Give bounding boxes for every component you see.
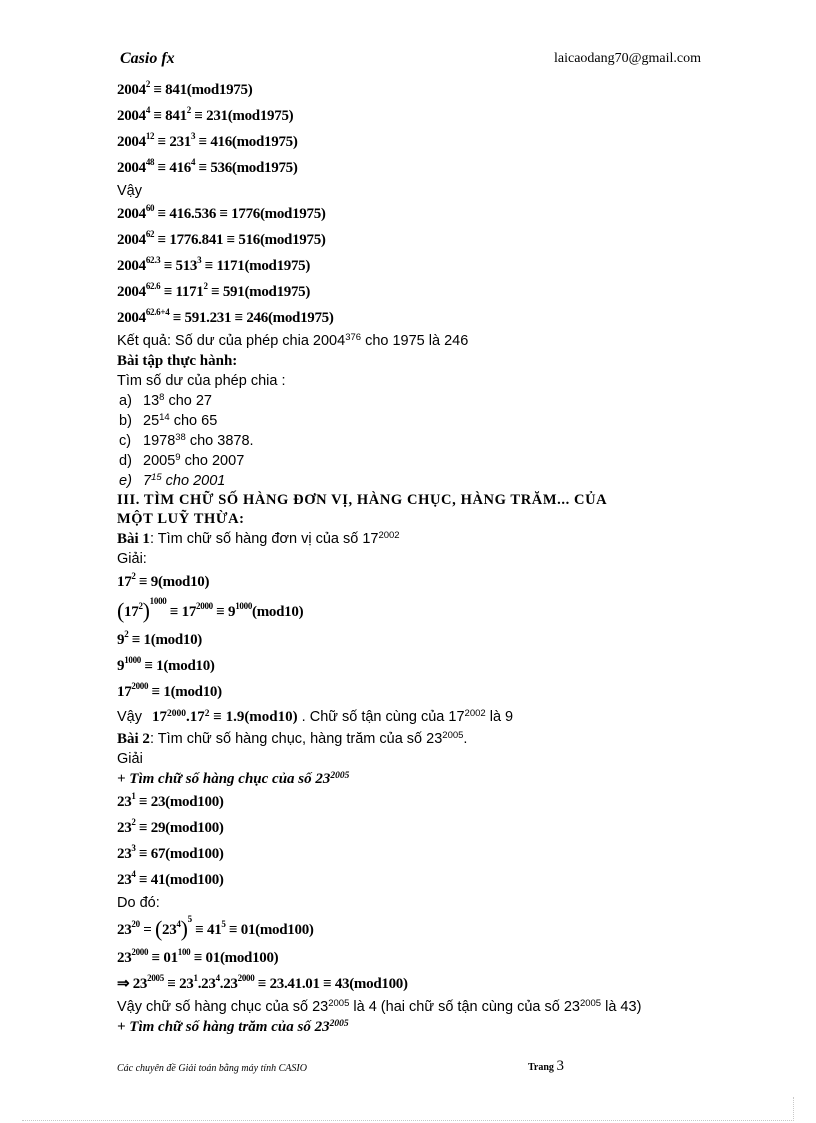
result-text: Kết quả: Số dư của phép chia 2004$^{376}$ cho 1975 là 246 bbox=[117, 332, 469, 349]
subheading: + Tìm chữ số hàng trăm của số $23^{2005}$ bbox=[117, 1019, 349, 1035]
page-border bbox=[22, 1120, 794, 1121]
equation: $23^2 \equiv 29(mod100)$ bbox=[117, 817, 224, 836]
page-border bbox=[793, 1097, 794, 1121]
equation: $23^{20} = (23^4)^5 \equiv 41^5 \equiv 01(mod100)$ bbox=[117, 914, 314, 941]
equation: $2004^{60} \equiv 416.536 \equiv 1776(mod1975)$ bbox=[117, 203, 326, 222]
footer-title: Các chuyên đề Giải toán bằng máy tính CASIO bbox=[117, 1063, 307, 1074]
equation: $17^2 \equiv 9(mod10)$ bbox=[117, 571, 210, 590]
equation: $23^1 \equiv 23(mod100)$ bbox=[117, 791, 224, 810]
equation: $2004^4 \equiv 841^2 \equiv 231(mod1975)$ bbox=[117, 105, 294, 124]
page-number: Trang 3 bbox=[528, 1058, 564, 1074]
equation: $9^{1000} \equiv 1(mod10)$ bbox=[117, 655, 215, 674]
exercise-title: Bài tập thực hành: bbox=[117, 353, 238, 369]
equation: $23^4 \equiv 41(mod100)$ bbox=[117, 869, 224, 888]
equation: $2004^{62.6} \equiv 1171^2 \equiv 591(mod1975)$ bbox=[117, 281, 311, 300]
equation: $23^3 \equiv 67(mod100)$ bbox=[117, 843, 224, 862]
header-title: Casio fx bbox=[120, 50, 175, 67]
equation: $17^{2000} \equiv 1(mod10)$ bbox=[117, 681, 222, 700]
list-item: e) $7^{15}$ cho 2001 bbox=[119, 472, 226, 489]
list-item: c) 1978$^{38}$ cho 3878. bbox=[119, 432, 254, 449]
vay-text: Vậy bbox=[117, 183, 142, 199]
list-item: a) $13^8$ cho 27 bbox=[119, 392, 213, 409]
equation: $2004^{12} \equiv 231^3 \equiv 416(mod1975)$ bbox=[117, 131, 298, 150]
list-item: d) 2005$^9$ cho 2007 bbox=[119, 452, 245, 469]
equation: ⇒ $23^{2005} \equiv 23^1.23^4.23^{2000} \equiv 23.41.01 \equiv 43(mod100)$ bbox=[117, 973, 408, 992]
giai-label: Giải: bbox=[117, 551, 147, 567]
page-content bbox=[117, 77, 707, 1037]
section-heading: III. TÌM CHỮ SỐ HÀNG ĐƠN VỊ, HÀNG CHỤC, HÀNG TRĂM... CỦA MỘT LUỸ THỪA: bbox=[117, 492, 608, 527]
bai2-title: Bài 2: Tìm chữ số hàng chục, hàng trăm của số $23^{2005}$. bbox=[117, 730, 468, 747]
bai2-conclusion: Vậy chữ số hàng chục của số $23^{2005}$ là 4 (hai chữ số tận cùng của số $23^{2005}$ là 43) bbox=[117, 998, 642, 1015]
exercise-intro: Tìm số dư của phép chia : bbox=[117, 373, 286, 389]
equation: $2004^{48} \equiv 416^4 \equiv 536(mod1975)$ bbox=[117, 157, 298, 176]
equation: $23^{2000} \equiv 01^{100} \equiv 01(mod100)$ bbox=[117, 947, 279, 966]
equation: $2004^{62} \equiv 1776.841 \equiv 516(mod1975)$ bbox=[117, 229, 326, 248]
header-email: laicaodang70@gmail.com bbox=[553, 51, 701, 66]
bai1-conclusion: Vậy $17^{2000}.17^2 \equiv 1.9(mod10)$ . Chữ số tận cùng của $17^{2002}$ là 9 bbox=[117, 708, 514, 725]
giai-label: Giải bbox=[117, 751, 143, 767]
equation: $2004^{62.6+4} \equiv 591.231 \equiv 246(mod1975)$ bbox=[117, 307, 334, 326]
equation: $2004^{62.3} \equiv 513^3 \equiv 1171(mod1975)$ bbox=[117, 255, 311, 274]
equation: $2004^2 \equiv 841(mod1975)$ bbox=[117, 79, 253, 98]
list-item: b) $25^{14}$ cho 65 bbox=[119, 412, 218, 429]
subheading: + Tìm chữ số hàng chục của số $23^{2005}$ bbox=[117, 771, 350, 787]
dodo-text: Do đó: bbox=[117, 895, 160, 911]
equation: $9^2 \equiv 1(mod10)$ bbox=[117, 629, 202, 648]
equation: $(17^2)^{1000} \equiv 17^{2000} \equiv 9^{1000}(mod10)$ bbox=[117, 596, 304, 623]
bai1-title: Bài 1: Tìm chữ số hàng đơn vị của số $17^{2002}$ bbox=[117, 530, 400, 547]
